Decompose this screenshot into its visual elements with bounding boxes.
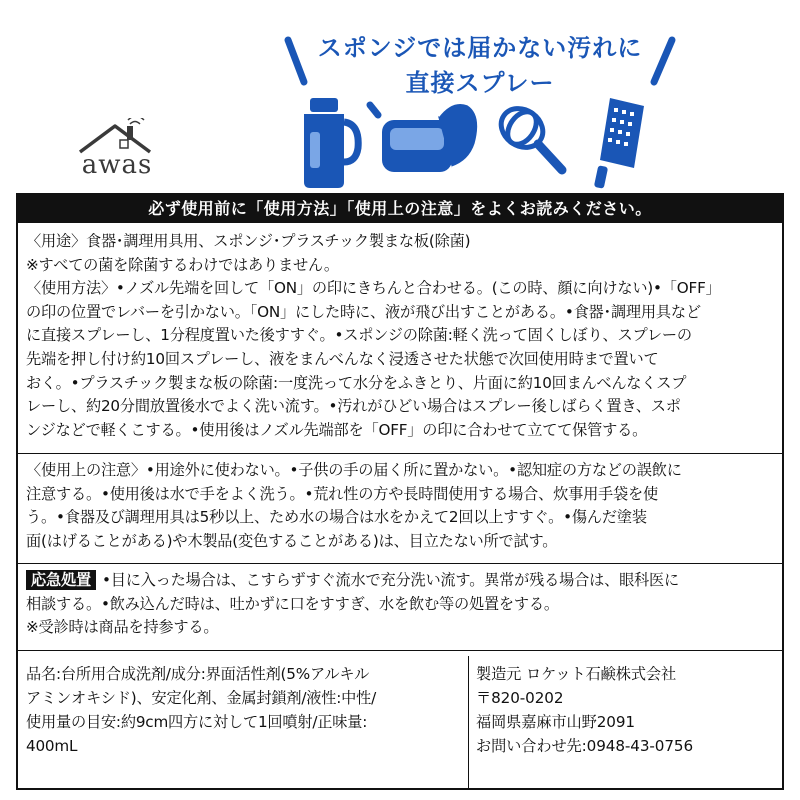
maker-name: 製造元 ロケット石鹸株式会社 xyxy=(476,665,677,683)
read-before-use-banner: 必ず使用前に「使用方法」「使用上の注意」をよくお読みください。 xyxy=(18,195,782,223)
emergency-text: •目に入った場合は、こすらずすぐ流水で充分洗い流す。異常が残る場合は、眼科医に 相談する。•飲み込んだ時は、吐かずに口をすすぎ、水を飲む等の処置をする。 ※受診時は商品を持参する。 xyxy=(26,571,680,637)
headline-line2: 直接スプレー xyxy=(405,69,555,97)
brand-logo-text: awas xyxy=(81,150,153,180)
emergency-badge: 応急処置 xyxy=(26,570,96,590)
headline-line1: スポンジでは届かない汚れに xyxy=(317,34,643,62)
section-divider xyxy=(18,453,782,454)
maker-postal: 〒820-0202 xyxy=(476,689,564,707)
lunchbox-icon xyxy=(382,103,479,173)
product-info: 品名:台所用合成洗剤/成分:界面活性剤(5%アルキル アミンオキシド)、安定化剤、金属封鎖剤/液性:中性/ 使用量の目安:約9cm四方に対して1回噴射/正味量: 400mL xyxy=(26,665,377,755)
whisk-icon xyxy=(494,101,562,170)
bottle-icon xyxy=(304,98,358,188)
section-divider xyxy=(18,650,782,651)
maker-address: 福岡県嘉麻市山野2091 xyxy=(476,713,635,731)
maker-phone: お問い合わせ先:0948-43-0756 xyxy=(476,737,694,755)
emergency-section xyxy=(26,569,774,640)
section-divider xyxy=(18,563,782,564)
caution-section: 〈使用上の注意〉•用途外に使わない。•子供の手の届く所に置かない。•認知症の方などの誤飲に 注意する。•使用後は水で手をよく洗う。•荒れ性の方や長時間使用する場合、炊事用手袋を使 う。•食器及び調理用具は5秒以上、ため水の場合は水をかえて2回以上すすぐ。•傷んだ塗装 面(はげることがある)や木製品(変色することがある)は、目立たない所で試す。 xyxy=(26,461,682,550)
maker-info xyxy=(476,662,776,758)
product-info-area xyxy=(18,656,782,788)
grater-icon xyxy=(594,98,644,189)
usage-section: 〈用途〉食器･調理用具用、スポンジ･プラスチック製まな板(除菌) ※すべての菌を除菌するわけではありません。 〈使用方法〉•ノズル先端を回して「ON」の印にきちんと合わせる。(この時、顔に向けない)•「OFF」 の印の位置でレバーを引かない。「ON」にした時に、液が飛び出すことがある。•食器･調理用具など に直接スプレーし、1分程度置いた後すすぐ。•スポンジの除菌:軽く洗って固くしぼり、スプレーの 先端を押し付け約10回スプレーし、液をまんべんなく浸透させた状態で次回使用時まで置いて おく。•プラスチック製まな板の除菌:一度洗って水分をふきとり、片面に約10回まんべんなくスプ レーし、約20分間放置後水でよく洗い流す。•汚れがひどい場合はスプレー後しばらく置き、スポ ンジなどで軽くこする。•使用後はノズル先端部を「OFF」の印に合わせて立てて保管する。 xyxy=(26,232,721,439)
instruction-panel xyxy=(16,193,784,790)
column-divider xyxy=(468,656,469,788)
